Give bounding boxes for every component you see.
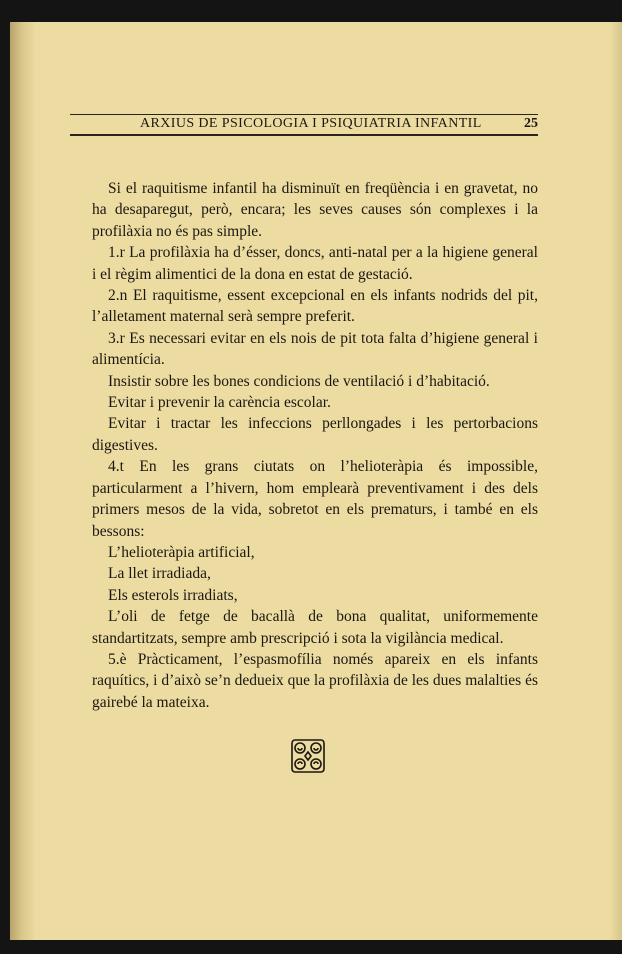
- printer-ornament-icon: [290, 738, 326, 774]
- running-title: ARXIUS DE PSICOLOGIA I PSIQUIATRIA INFANTIL: [140, 116, 482, 131]
- paragraph-point-3: 3.r Es necessari evitar en els nois de pit tota falta d’higiene general i alimentícia.: [92, 329, 538, 369]
- paragraph-intro: Si el raquitisme infantil ha disminuït en freqüència i en gravetat, no ha desaparegut, però, encara; les seves causes són complexes i la profilàxia no és pas simple.: [92, 180, 538, 240]
- list-item-heliotherapy: L’helioteràpia artificial,: [108, 543, 255, 561]
- list-item-irradiated-sterols: Els esterols irradiats,: [108, 586, 238, 604]
- header-rule-top: [70, 114, 538, 115]
- book-page: [10, 22, 622, 940]
- binding-shadow: [10, 22, 36, 940]
- paragraph-infections: Evitar i tractar les infeccions perllongades i les pertorbacions digestives.: [92, 415, 538, 454]
- list-item-irradiated-milk: La llet irradiada,: [108, 565, 211, 583]
- body-text: [92, 178, 538, 713]
- list-item-cod-liver-oil: L’oli de fetge de bacallà de bona qualitat, uniformemente standartitzats, sempre amb prescripció i sota la vigilància medical.: [92, 608, 538, 647]
- paragraph-point-1: 1.r La profilàxia ha d’ésser, doncs, anti-natal per a la higiene general i el règim alimentici de la dona en estat de gestació.: [92, 244, 538, 283]
- page-number: 25: [524, 116, 538, 131]
- page-edge-shadow: [610, 22, 622, 940]
- paragraph-point-4: 4.t En les grans ciutats on l’helioteràpia és impossible, particularment a l’hivern, hom emplearà preventivament i des dels primers mesos de la vida, sobretot en els prematurs, i també en els bessons:: [92, 458, 538, 540]
- paragraph-ventilation: Insistir sobre les bones condicions de ventilació i d’habitació.: [108, 372, 490, 390]
- header-rule-bottom: [70, 134, 538, 136]
- running-header: [70, 108, 538, 138]
- paragraph-school: Evitar i prevenir la carència escolar.: [108, 394, 331, 412]
- paragraph-point-2: 2.n El raquitisme, essent excepcional en els infants nodrids del pit, l’alletament maternal serà sempre preferit.: [92, 287, 538, 326]
- paragraph-point-5: 5.è Pràcticament, l’espasmofília només apareix en els infants raquítics, i d’això se’n dedueix que la profilàxia de les dues malalties és gairebé la mateixa.: [92, 650, 538, 711]
